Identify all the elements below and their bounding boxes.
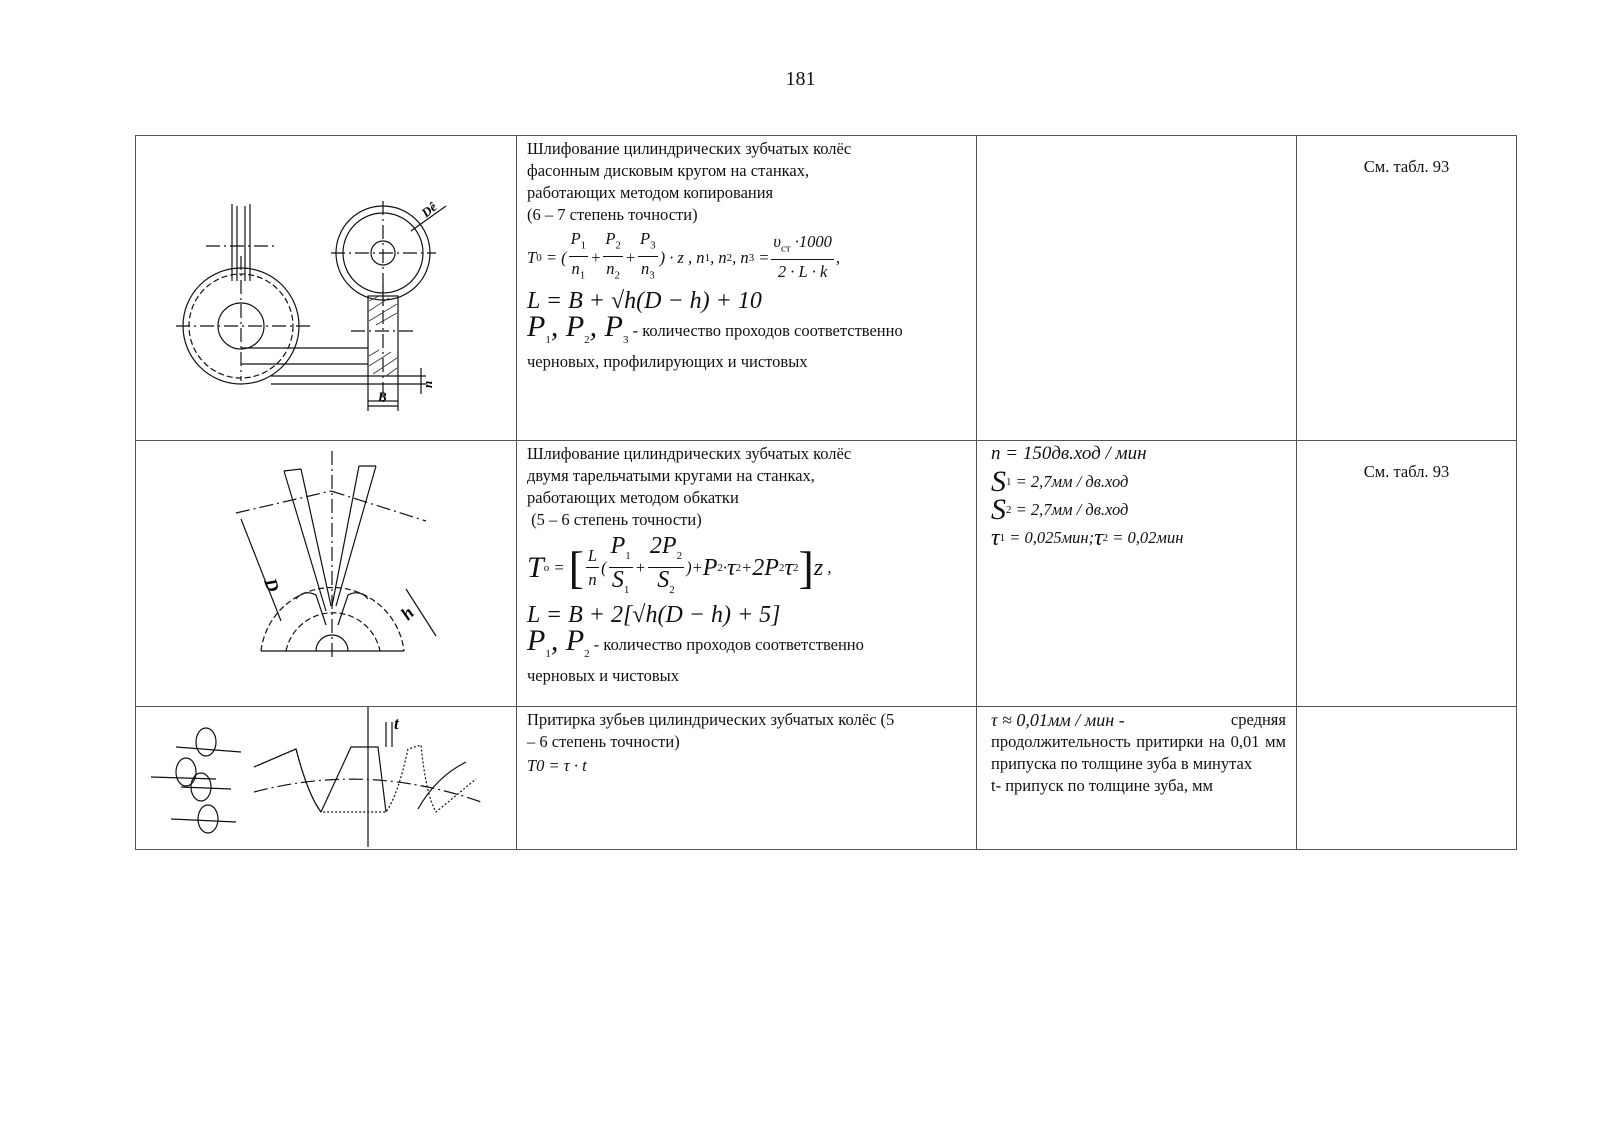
operations-table [135, 135, 1517, 850]
parameters-cell [977, 441, 1297, 707]
operation-title-line: (6 – 7 степень точности) [527, 205, 698, 224]
reference-cell [1297, 707, 1517, 850]
operation-title-line: Шлифование цилиндрических зубчатых колёс [527, 444, 852, 463]
description-cell [517, 441, 977, 707]
passes-text2: черновых и чистовых [527, 665, 679, 685]
operation-title-line: двумя тарельчатыми кругами на станках, [527, 466, 815, 485]
passes-text: - количество проходов соответственно [593, 634, 864, 654]
parameters-cell [977, 707, 1297, 850]
label-t: t [394, 714, 399, 733]
param-tau2-value: = 0,02мин [1112, 528, 1184, 547]
operation-title-line: – 6 степень точности) [527, 732, 680, 751]
figure-cell [136, 707, 517, 850]
description-cell [517, 707, 977, 850]
operation-title-line: работающих методом копирования [527, 183, 774, 202]
page-number: 181 [785, 68, 816, 90]
label-b: B [378, 389, 387, 404]
table-row [136, 707, 1517, 850]
formula-l: L = B + √h(D − h) + 10 [527, 287, 762, 314]
disc-grinding-figure [136, 136, 506, 436]
operation-title-line: Шлифование цилиндрических зубчатых колёс [527, 139, 852, 158]
formula-l: L = B + 2[√h(D − h) + 5] [527, 601, 781, 628]
dish-wheel-figure [136, 441, 506, 703]
param-tau: τ 1 = 0,025мин; τ 2 = 0,02мин [991, 525, 1184, 551]
formula-to: T о = [ $\frac{L}{n}$ ( $\frac{P_1}{S_1}$ + $\frac{2P_2}{S_2}$ )+ P 2 · τ 2 + 2P 2 τ 2 ] z , [527, 533, 832, 596]
param-n: n = 150дв.ход / мин [991, 443, 1147, 464]
table-row [136, 441, 1517, 707]
passes-text2: черновых, профилирующих и чистовых [527, 351, 808, 371]
param-tau-word: средняя [1230, 710, 1286, 729]
passes-line: $P_1$, $P_2$, $P_3$ - количество проходов соответственно [527, 309, 903, 346]
formula-t0: T 0 = ( $\frac{P_1}{n_1}$ + $\frac{P_2}{n_2}$ + $\frac{P_3}{n_3}$ ) · z , n 1 , n 2 , n 3 = $\frac{\upsilon_{ст} \cdot 1000}{2 \cdot L \cdot k}$ , [527, 229, 840, 282]
figure-cell [136, 136, 517, 441]
operation-title-line: Притирка зубьев цилиндрических зубчатых колёс (5 [527, 710, 895, 729]
label-h: h [396, 602, 418, 624]
operation-title-line: работающих методом обкатки [527, 488, 739, 507]
formula-t0: T0 = τ · t [527, 756, 587, 775]
description-cell [517, 136, 977, 441]
param-s2-value: = 2,7мм / дв.ход [1015, 500, 1129, 519]
param-tau-line [991, 709, 1286, 731]
param-s2: S 2 = 2,7мм / дв.ход [991, 493, 1129, 526]
passes-line: $P_1$, $P_2$ - количество проходов соответственно [527, 623, 864, 660]
figure-cell [136, 441, 517, 707]
param-tau1-value: = 0,025мин; [1009, 528, 1095, 547]
param-desc: продолжительность притирки на 0,01 мм припуска по толщине зуба в минутах [991, 732, 1286, 773]
label-n: n [420, 380, 435, 388]
label-d: Dê [418, 199, 440, 221]
passes-text: - количество проходов соответственно [632, 320, 903, 340]
table-row [136, 136, 1517, 441]
operation-title-line: фасонным дисковым кругом на станках, [527, 161, 810, 180]
lapping-figure [136, 707, 506, 847]
parameters-cell [977, 136, 1297, 441]
operation-title-line: (5 – 6 степень точности) [527, 510, 702, 529]
param-s1: S 1 = 2,7мм / дв.ход [991, 465, 1129, 498]
param-tau: τ ≈ 0,01мм / мин - [991, 710, 1125, 730]
label-d: D [260, 575, 284, 595]
reference-cell: См. табл. 93 [1297, 441, 1517, 707]
param-t: t- припуск по толщине зуба, мм [991, 776, 1213, 795]
param-s1-value: = 2,7мм / дв.ход [1015, 472, 1129, 491]
reference-cell: См. табл. 93 [1297, 136, 1517, 441]
